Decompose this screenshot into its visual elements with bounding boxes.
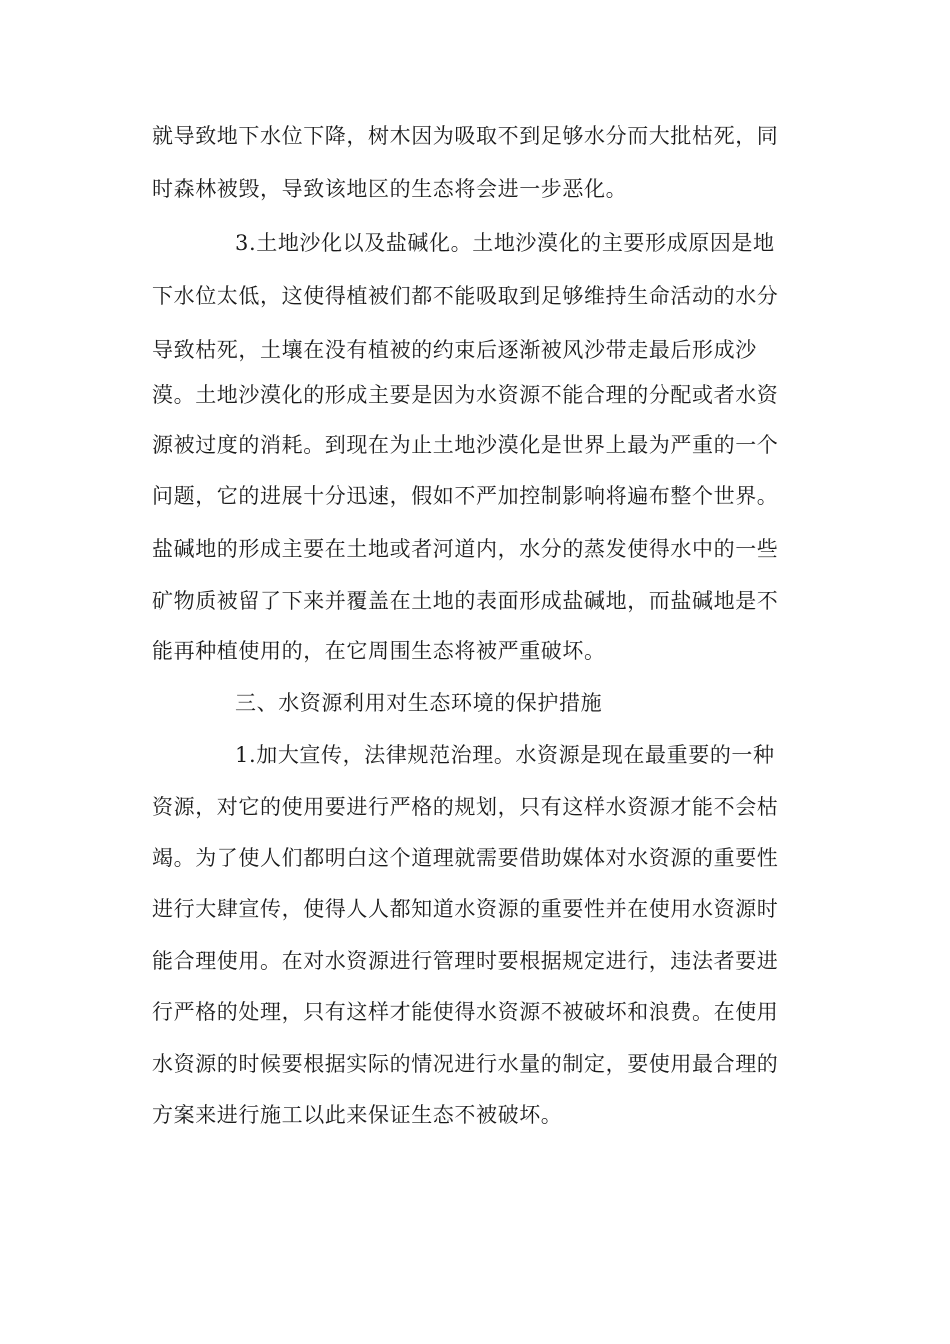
paragraph-line: 矿物质被留了下来并覆盖在土地的表面形成盐碱地，而盐碱地是不 bbox=[152, 589, 779, 613]
paragraph-line: 导致枯死，土壤在没有植被的约束后逐渐被风沙带走最后形成沙 bbox=[152, 338, 757, 362]
paragraph-line: 方案来进行施工以此来保证生态不被破坏。 bbox=[152, 1103, 563, 1127]
paragraph-line: 能合理使用。在对水资源进行管理时要根据规定进行，违法者要进 bbox=[152, 949, 779, 973]
paragraph-line: 资源，对它的使用要进行严格的规划，只有这样水资源才能不会枯 bbox=[152, 795, 779, 819]
paragraph-line: 就导致地下水位下降，树木因为吸取不到足够水分而大批枯死，同 bbox=[152, 124, 779, 148]
paragraph-line: 问题，它的进展十分迅速，假如不严加控制影响将遍布整个世界。 bbox=[152, 484, 779, 508]
paragraph-line: 盐碱地的形成主要在土地或者河道内，水分的蒸发使得水中的一些 bbox=[152, 537, 779, 561]
paragraph-line: 能再种植使用的，在它周围生态将被严重破坏。 bbox=[152, 639, 606, 663]
paragraph-line: 源被过度的消耗。到现在为止土地沙漠化是世界上最为严重的一个 bbox=[152, 433, 779, 457]
paragraph-line: 3.土地沙化以及盐碱化。土地沙漠化的主要形成原因是地 bbox=[235, 231, 775, 255]
section-heading: 三、水资源利用对生态环境的保护措施 bbox=[235, 691, 603, 715]
paragraph-line: 时森林被毁，导致该地区的生态将会进一步恶化。 bbox=[152, 177, 628, 201]
paragraph-line: 竭。为了使人们都明白这个道理就需要借助媒体对水资源的重要性 bbox=[152, 846, 779, 870]
paragraph-line: 进行大肆宣传，使得人人都知道水资源的重要性并在使用水资源时 bbox=[152, 897, 779, 921]
paragraph-line: 1.加大宣传，法律规范治理。水资源是现在最重要的一种 bbox=[235, 743, 775, 767]
paragraph-line: 行严格的处理，只有这样才能使得水资源不被破坏和浪费。在使用 bbox=[152, 1000, 779, 1024]
paragraph-line: 水资源的时候要根据实际的情况进行水量的制定，要使用最合理的 bbox=[152, 1052, 779, 1076]
paragraph-line: 下水位太低，这使得植被们都不能吸取到足够维持生命活动的水分 bbox=[152, 284, 779, 308]
paragraph-line: 漠。土地沙漠化的形成主要是因为水资源不能合理的分配或者水资 bbox=[152, 383, 779, 407]
